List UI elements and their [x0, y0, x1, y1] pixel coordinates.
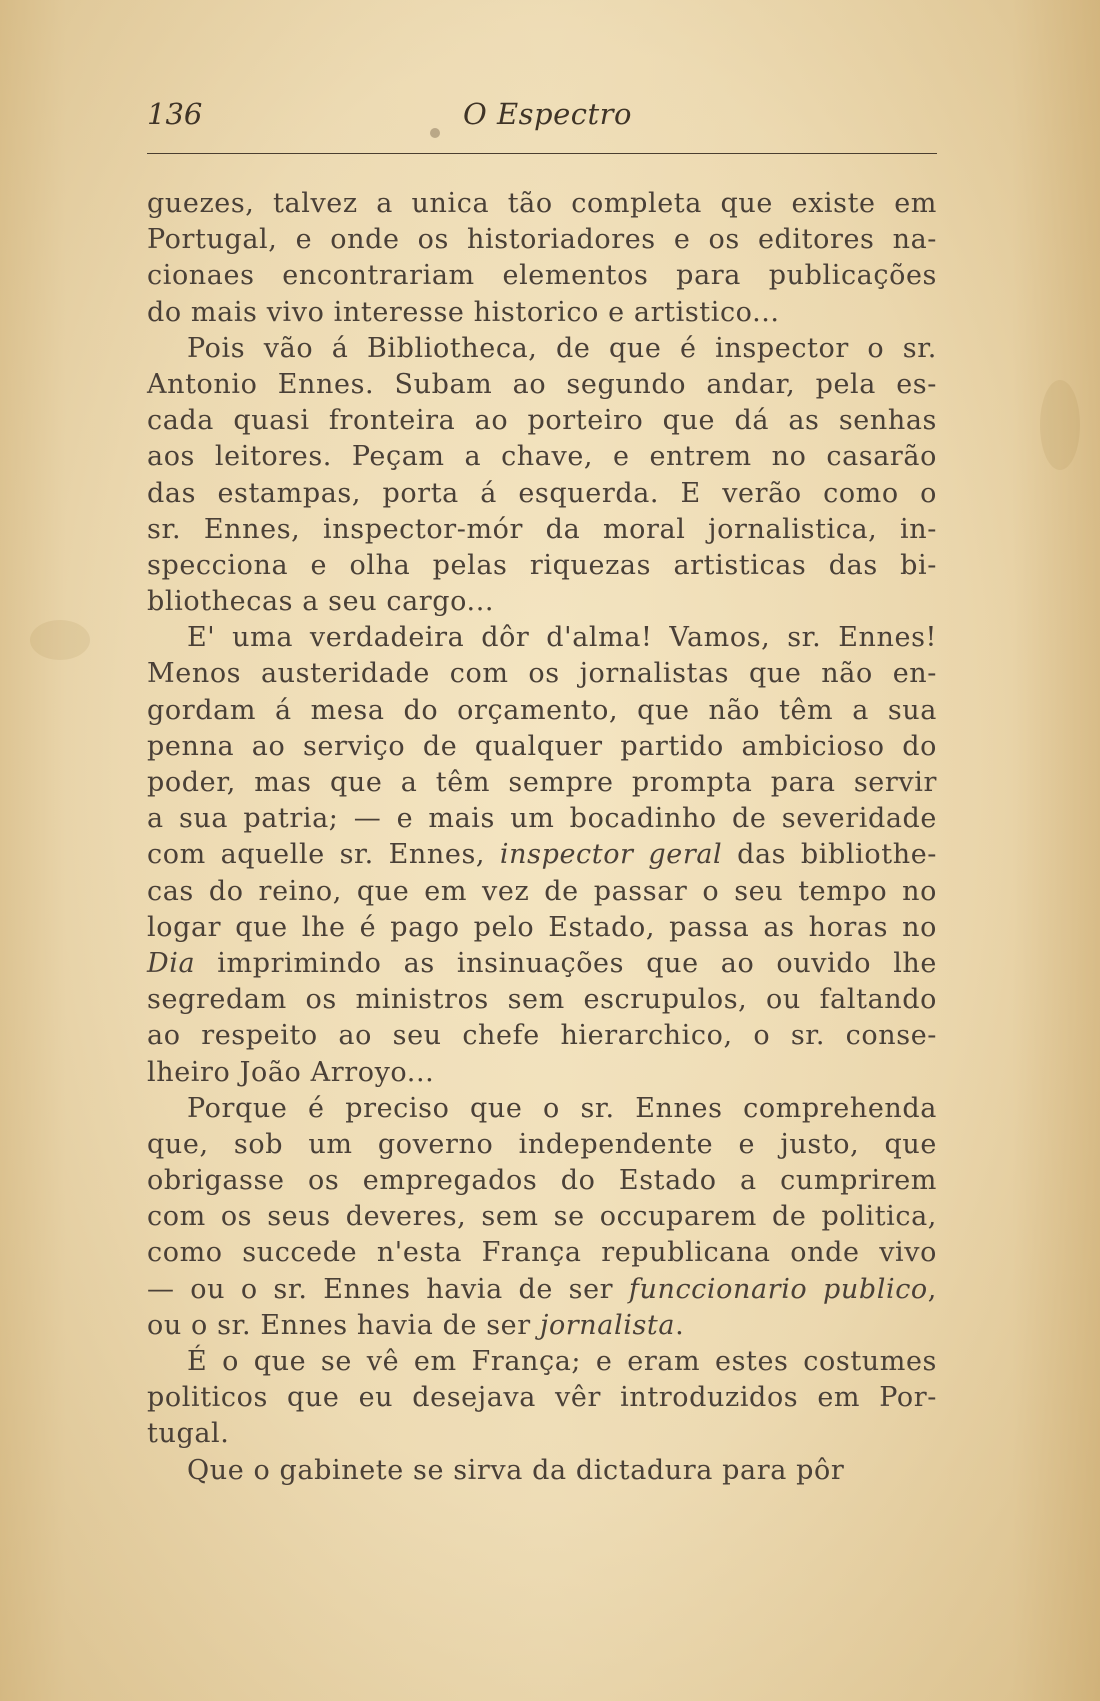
text-segment: do mais vivo interesse historico e artistico... — [147, 296, 780, 328]
text-segment: poder, mas que a têm sempre prompta para servir — [147, 767, 937, 798]
text-line — [147, 946, 937, 982]
text-line — [147, 874, 937, 910]
text-segment: bliothecas a seu cargo... — [147, 586, 495, 618]
text-line — [147, 801, 937, 837]
text-line — [147, 693, 937, 729]
text-segment: Antonio Ennes. Subam ao segundo andar, pela es- — [147, 368, 937, 400]
text-segment: E' uma verdadeira dôr d'alma! Vamos, sr. Ennes! — [187, 622, 937, 654]
paper-stain — [1040, 380, 1080, 470]
text-segment: com os seus deveres, sem se occuparem de politica, — [147, 1201, 937, 1233]
paper-stain — [30, 620, 90, 660]
text-line — [147, 1272, 937, 1308]
text-line — [147, 1055, 937, 1091]
text-segment: . — [675, 1309, 685, 1341]
text-line — [147, 367, 937, 403]
text-segment: — ou o sr. Ennes havia de ser — [147, 1273, 629, 1305]
text-segment: que, sob um governo independente e justo, que — [147, 1128, 937, 1160]
text-segment: ou o sr. Ennes havia de ser — [147, 1309, 540, 1341]
text-line — [147, 584, 937, 620]
text-line — [147, 1018, 937, 1054]
text-segment: cas do reino, que em vez de passar o seu tempo no — [147, 875, 937, 907]
page-body-text — [147, 186, 937, 1489]
text-segment: logar que lhe é pago pelo Estado, passa as horas no — [147, 911, 937, 943]
text-line — [147, 1199, 937, 1235]
italic-text: jornalista — [539, 1309, 676, 1341]
text-segment: gordam á mesa do orçamento, que não têm a sua — [147, 694, 937, 726]
text-segment: sr. Ennes, inspector-mór da moral jornalistica, in- — [147, 513, 937, 545]
text-segment: Porque é preciso que o sr. Ennes comprehenda — [187, 1092, 937, 1124]
text-segment: Pois vão á Bibliotheca, de que é inspector o sr. — [187, 332, 937, 364]
text-line — [147, 476, 937, 512]
text-line — [147, 1416, 937, 1452]
text-line — [147, 729, 937, 765]
text-segment: imprimindo as insinuações que ao ouvido lhe — [195, 947, 937, 979]
italic-text: Dia — [147, 947, 196, 979]
text-segment: Portugal, e onde os historiadores e os editores na- — [147, 224, 937, 256]
text-line — [147, 295, 937, 331]
text-segment: aos leitores. Peçam a chave, e entrem no casarão — [147, 441, 937, 473]
italic-text: funccionario publico — [628, 1273, 928, 1305]
text-line — [147, 656, 937, 692]
text-segment: obrigasse os empregados do Estado a cumprirem — [147, 1165, 937, 1197]
running-title: O Espectro — [463, 97, 632, 131]
text-line — [147, 910, 937, 946]
italic-text: inspector geral — [499, 839, 723, 871]
text-segment: a sua patria; — e mais um bocadinho de severidade — [147, 803, 937, 835]
text-segment: das estampas, porta á esquerda. E verão como o — [147, 477, 937, 509]
running-header — [147, 97, 937, 137]
text-line — [147, 1163, 937, 1199]
text-segment: ao respeito ao seu chefe hierarchico, o sr. conse- — [147, 1020, 937, 1052]
text-line — [147, 1453, 937, 1489]
text-segment: É o que se vê em França; e eram estes costumes — [187, 1346, 937, 1377]
text-line — [147, 186, 937, 222]
text-line — [147, 837, 937, 873]
text-line — [147, 1091, 937, 1127]
text-line — [147, 1308, 937, 1344]
text-segment: lheiro João Arroyo... — [147, 1056, 435, 1088]
text-segment: , — [927, 1273, 937, 1305]
text-line — [147, 1344, 937, 1380]
text-line — [147, 1380, 937, 1416]
text-segment: com aquelle sr. Ennes, — [147, 839, 500, 871]
text-segment: como succede n'esta França republicana onde vivo — [147, 1237, 937, 1269]
page-number: 136 — [147, 97, 203, 131]
text-segment: specciona e olha pelas riquezas artisticas das bi- — [147, 549, 937, 581]
text-segment: Que o gabinete se sirva da dictadura para pôr — [187, 1454, 845, 1486]
text-line — [147, 982, 937, 1018]
text-line — [147, 222, 937, 258]
text-line — [147, 765, 937, 801]
text-segment: das bibliothe- — [722, 839, 937, 871]
text-segment: penna ao serviço de qualquer partido ambicioso do — [147, 730, 937, 762]
text-segment: guezes, talvez a unica tão completa que existe em — [147, 188, 937, 219]
text-segment: politicos que eu desejava vêr introduzidos em Por- — [147, 1382, 937, 1414]
text-line — [147, 620, 937, 656]
text-line — [147, 403, 937, 439]
text-segment: Menos austeridade com os jornalistas que não en- — [147, 658, 937, 690]
text-segment: cionaes encontrariam elementos para publicações — [147, 260, 937, 292]
text-line — [147, 1235, 937, 1271]
text-line — [147, 439, 937, 475]
text-segment: segredam os ministros sem escrupulos, ou faltando — [147, 984, 937, 1016]
text-segment: tugal. — [147, 1418, 230, 1450]
text-line — [147, 512, 937, 548]
text-line — [147, 548, 937, 584]
text-line — [147, 258, 937, 294]
text-line — [147, 1127, 937, 1163]
header-rule — [147, 153, 937, 154]
text-line — [147, 331, 937, 367]
text-segment: cada quasi fronteira ao porteiro que dá as senhas — [147, 405, 937, 437]
